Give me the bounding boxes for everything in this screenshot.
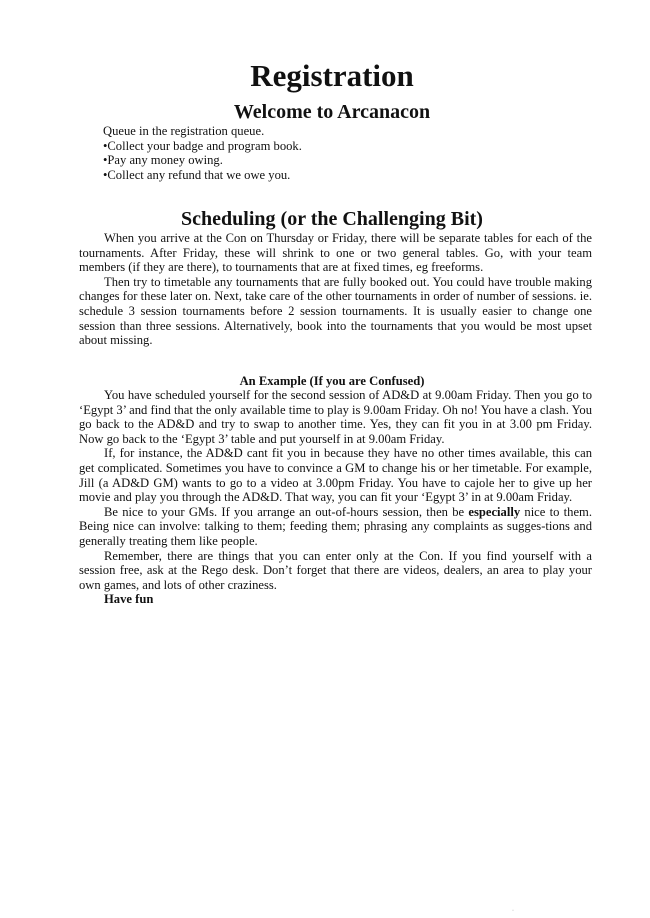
list-item: •Collect your badge and program book.	[103, 138, 302, 153]
list-item: Queue in the registration queue.	[103, 124, 265, 138]
paragraph: When you arrive at the Con on Thursday or Friday, there will be separate tables for each of the tournaments. After Friday, these will shrink to one or two general tables. Go, with your team members (if they are there), to tournaments that are at fixed times, eg freeforms.	[79, 231, 592, 275]
paragraph: Then try to timetable any tournaments that are fully booked out. You could have trouble making changes for these later on. Next, take care of the other tournaments in order of number of sessions. ie. schedule 3 session tournaments before 2 session tournaments. It is usually easier to change one session than three sessions. Alternatively, book into the tournaments that you would be most upset about missing.	[79, 274, 592, 348]
registration-steps-list	[103, 124, 583, 182]
gm-paragraph	[79, 505, 592, 549]
emphasis-text: especially	[468, 504, 521, 519]
gm-text-after: nice to them. Being nice can involve: talking to them; feeding them; phrasing any complaints as sugges-tions and generally treating them like people.	[79, 504, 592, 548]
list-item: •Pay any money owing.	[103, 153, 223, 168]
example-heading: An Example (If you are Confused)	[239, 374, 425, 388]
paragraph: You have scheduled yourself for the second session of AD&D at 9.00am Friday. Then you go to ‘Egypt 3’ and find that the only available time to play is 9.00am Friday. Oh no! You have a clash. You go back to the AD&D and try to swap to another time. Yes, they can fit you in at 3.00 pm Friday. Now go back to the ‘Egypt 3’ table and put yourself in at 9.00am Friday.	[79, 388, 592, 446]
page-title: Registration	[250, 58, 414, 93]
paragraph: If, for instance, the AD&D cant fit you in because they have no other times available, this can get complicated. Sometimes you have to convince a GM to change his or her timetable. For example, Jill (a AD&D GM) wants to go to a video at 3.00pm Friday. You have to cajole her to give up her movie and play you through the AD&D. That way, you can fit your ‘Egypt 3’ in at 9.00am Friday.	[79, 446, 592, 505]
paragraph: Remember, there are things that you can enter only at the Con. If you find yourself with a session free, ask at the Rego desk. Don’t forget that there are videos, dealers, an area to play your own games, and lots of other craziness.	[79, 548, 592, 592]
scheduling-section	[79, 231, 592, 348]
gm-text-before: Be nice to your GMs. If you arrange an out-of-hours session, then be	[104, 504, 465, 519]
page-subtitle: Welcome to Arcanacon	[233, 101, 431, 123]
signoff: Have fun	[104, 592, 154, 607]
example-section	[79, 388, 592, 607]
scheduling-heading: Scheduling (or the Challenging Bit)	[181, 208, 483, 230]
list-item: •Collect any refund that we owe you.	[103, 167, 291, 182]
footer-mark: ·	[512, 908, 514, 914]
